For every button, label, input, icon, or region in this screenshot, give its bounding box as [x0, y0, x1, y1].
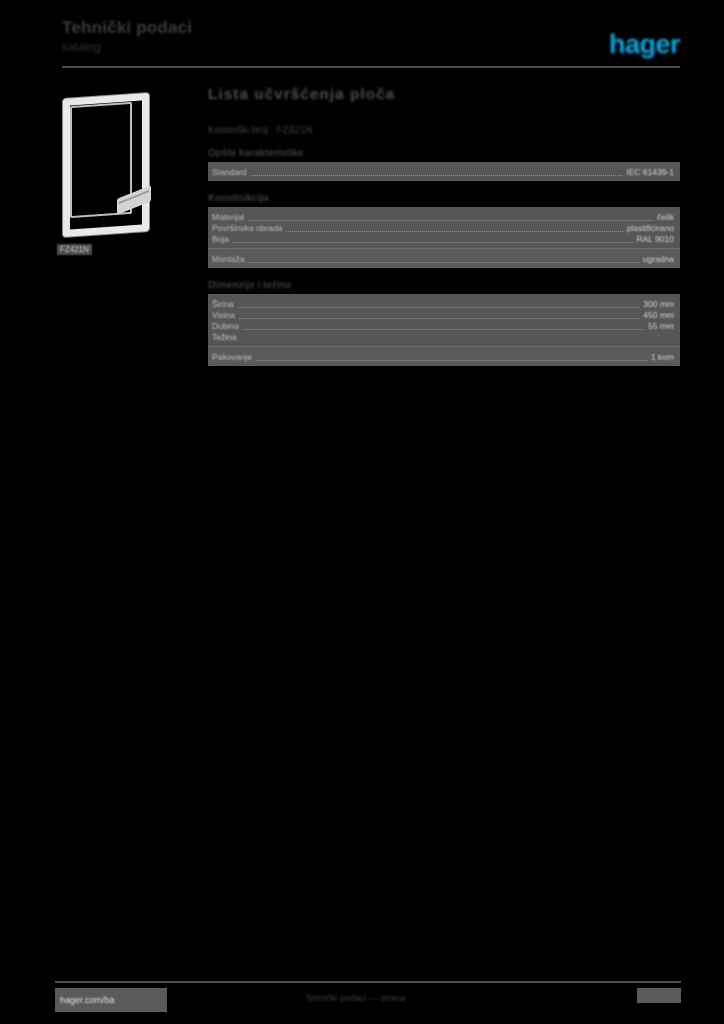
leader-dots	[243, 322, 644, 330]
spec-band	[208, 249, 680, 268]
spec-row	[208, 298, 680, 309]
section-heading: Opšte karakteristike	[208, 148, 304, 159]
spec-value: čelik	[656, 211, 674, 222]
spec-section-dimensions	[208, 280, 680, 366]
spec-section-general	[208, 148, 680, 181]
spec-row	[208, 166, 680, 177]
spec-row	[208, 222, 680, 233]
spec-value: 450 mm	[643, 309, 674, 320]
leader-dots	[251, 168, 623, 176]
spec-value: 55 mm	[648, 320, 674, 331]
page-title: Lista učvršćenja ploča	[208, 86, 396, 103]
spec-value: IEC 61439-1	[626, 166, 674, 177]
spec-row	[208, 331, 680, 342]
spec-label: Težina	[212, 331, 237, 342]
footer-website-label: hager.com/ba	[60, 995, 115, 1005]
spec-label: Širina	[212, 298, 234, 309]
spec-value: RAL 9010	[636, 233, 674, 244]
spec-band	[208, 207, 680, 248]
footer-center-text: Tehnički podaci — strana	[305, 993, 406, 1003]
spec-band	[208, 294, 680, 346]
product-image	[57, 88, 153, 254]
footer-website-link[interactable]	[55, 988, 167, 1012]
spec-value: 1 kom	[650, 351, 674, 362]
leader-dots	[238, 300, 640, 308]
header-subtitle: katalog	[62, 40, 101, 54]
product-reference: Kataloški broj : FZ421N	[208, 125, 313, 136]
spec-section-construction	[208, 193, 680, 268]
leader-dots	[233, 235, 632, 243]
brand-logo: hager	[608, 29, 680, 59]
spec-row	[208, 233, 680, 244]
spec-row	[208, 253, 680, 264]
spec-band	[208, 347, 680, 366]
spec-band	[208, 162, 680, 181]
header-title: Tehnički podaci	[62, 18, 193, 37]
spec-row	[208, 320, 680, 331]
section-heading: Dimenzije i težina	[208, 280, 292, 291]
leader-dots	[256, 353, 647, 361]
spec-label: Materijal	[212, 211, 245, 222]
spec-value: plastificirano	[626, 222, 674, 233]
leader-dots	[248, 213, 653, 221]
product-details	[208, 86, 680, 366]
spec-row	[208, 309, 680, 320]
leader-dots	[249, 255, 639, 263]
leader-dots	[286, 224, 622, 232]
spec-label: Visina	[212, 309, 235, 320]
spec-label: Standard	[212, 166, 247, 177]
spec-label: Pakovanje	[212, 351, 252, 362]
spec-label: Dubina	[212, 320, 239, 331]
spec-value: 300 mm	[643, 298, 674, 309]
spec-row	[208, 351, 680, 362]
section-heading: Konstrukcija	[208, 193, 269, 204]
spec-value: ugradna	[642, 253, 674, 264]
footer-divider	[55, 981, 681, 983]
footer-page-number	[637, 988, 681, 1003]
spec-label: Površinska obrada	[212, 222, 283, 233]
header-divider	[62, 66, 680, 68]
product-image-caption: FZ421N	[57, 244, 92, 255]
spec-label: Montaža	[212, 253, 245, 264]
spec-row	[208, 211, 680, 222]
page-header	[62, 18, 680, 66]
spec-label: Boja	[212, 233, 230, 244]
leader-dots	[239, 311, 639, 319]
